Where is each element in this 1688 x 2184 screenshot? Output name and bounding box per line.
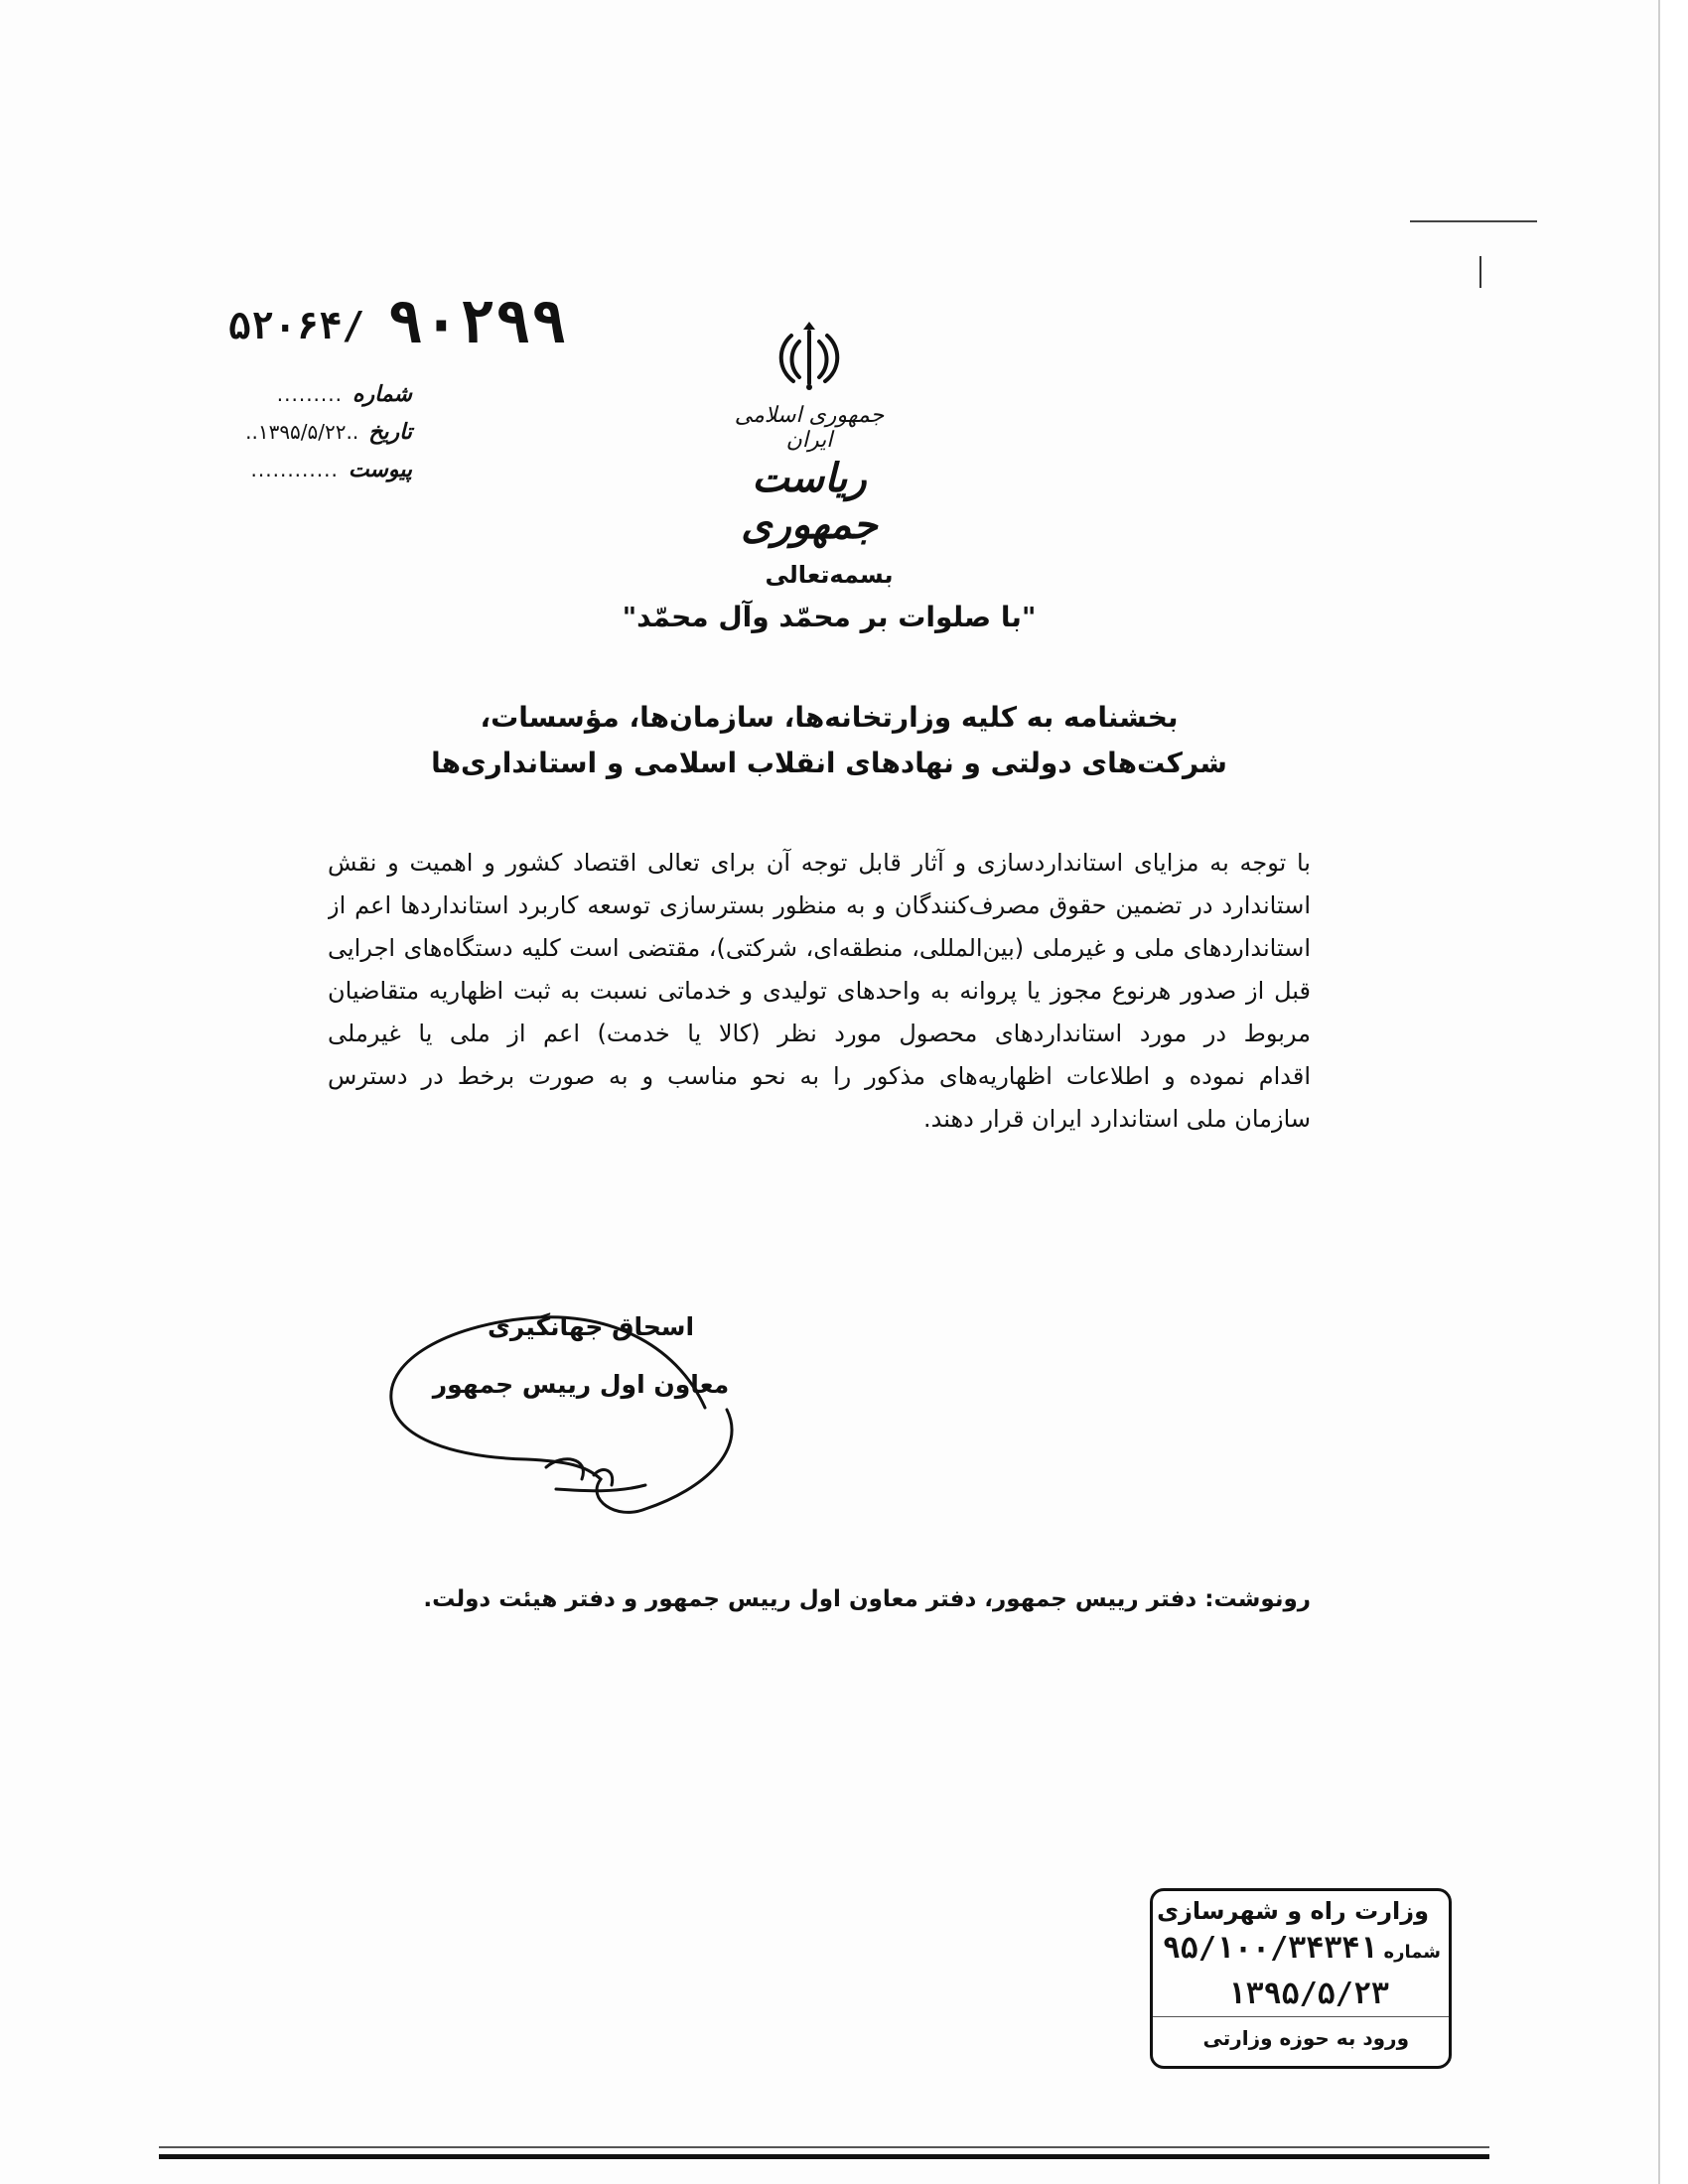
received-stamp (1150, 1888, 1452, 2069)
national-emblem-icon (770, 318, 849, 397)
signatory-name: اسحاق جهانگیری (487, 1312, 695, 1341)
invocation-line-1: بسمه‌تعالی (765, 561, 894, 589)
letter-body (328, 842, 1311, 1141)
meta-attachment-value: ............ (250, 458, 339, 481)
handwritten-number-main: ۹۰۲۹۹ (387, 288, 567, 357)
letterhead (710, 318, 909, 548)
body-line-6: اقدام نموده و اطلاعات اظهاریه‌های مذکور را به نحو مناسب و به صورت برخط در دسترس (328, 1062, 1311, 1090)
stamp-date: ۱۳۹۵/۵/۲۳ (1227, 1977, 1389, 2011)
stamp-number-label: شماره (1383, 1942, 1441, 1963)
body-line-7: سازمان ملی استاندارد ایران قرار دهند. (923, 1105, 1311, 1133)
signature-block (377, 1291, 774, 1529)
copies-to: رونوشت: دفتر رییس جمهور، دفتر معاون اول رییس جمهور و دفتر هیئت دولت. (423, 1586, 1311, 1612)
stamp-divider (1153, 2016, 1449, 2017)
meta-date-row (194, 413, 412, 451)
header-rule (1410, 220, 1537, 222)
body-line-4: قبل از صدور هرنوع مجوز یا پروانه به واحدهای تولیدی و خدماتی نسبت به ثبت اظهاریه متقاضیان (328, 977, 1311, 1005)
invocation-line-2: "با صلوات بر محمّد وآل محمّد" (622, 601, 1037, 633)
stamp-number-row (1163, 1931, 1441, 1966)
meta-attachment-label: پیوست (348, 457, 412, 482)
footer-rule (159, 2154, 1489, 2159)
circular-addressee (0, 695, 1658, 786)
invocation (0, 561, 1658, 633)
handwritten-document-number (228, 288, 567, 357)
signatory-title: معاون اول رییس جمهور (432, 1370, 730, 1399)
meta-attachment-row (194, 451, 412, 488)
stamp-number-value: ۹۵/۱۰۰/۳۴۳۴۱ (1162, 1931, 1378, 1966)
body-line-2: استاندارد در تضمین حقوق مصرف‌کنندگان و به منظور بسترسازی توسعه کاربرد استانداردها اعم از (328, 891, 1311, 919)
meta-date-label: تاریخ (368, 419, 412, 445)
stamp-footer: ورود به حوزه وزارتی (1202, 2026, 1409, 2050)
body-line-1: با توجه به مزایای استانداردسازی و آثار قابل توجه آن برای تعالی اقتصاد کشور و اهمیت و نقش (328, 849, 1311, 877)
margin-mark (1479, 256, 1481, 288)
addressee-line-1: بخشنامه به کلیه وزارتخانه‌ها، سازمان‌ها، مؤسسات، (480, 701, 1179, 734)
addressee-line-2: شرکت‌های دولتی و نهادهای انقلاب اسلامی و استانداری‌ها (431, 747, 1227, 779)
meta-number-label: شماره (352, 381, 412, 407)
letter-meta (194, 375, 412, 488)
footer-rule-thin (159, 2146, 1489, 2148)
body-line-5: مربوط در مورد استانداردهای محصول مورد نظر (کالا یا خدمت) اعم از ملی یا غیرملی (328, 1020, 1311, 1047)
meta-number-row (194, 375, 412, 413)
handwritten-number-prefix: ۵۲۰۶۴/ (228, 304, 365, 347)
meta-date-value: ..۱۳۹۵/۵/۲۲.. (245, 420, 359, 444)
office-name: ریاست جمهوری (741, 455, 878, 548)
body-line-3: استانداردهای ملی و غیرملی (بین‌المللی، منطقه‌ای، شرکتی)، مقتضی است کلیه دستگاه‌های اجرایی (328, 934, 1311, 962)
stamp-ministry: وزارت راه و شهرسازی (1157, 1897, 1429, 1925)
country-name: جمهوری اسلامی ایران (734, 403, 885, 453)
meta-number-value: ......... (276, 382, 343, 406)
